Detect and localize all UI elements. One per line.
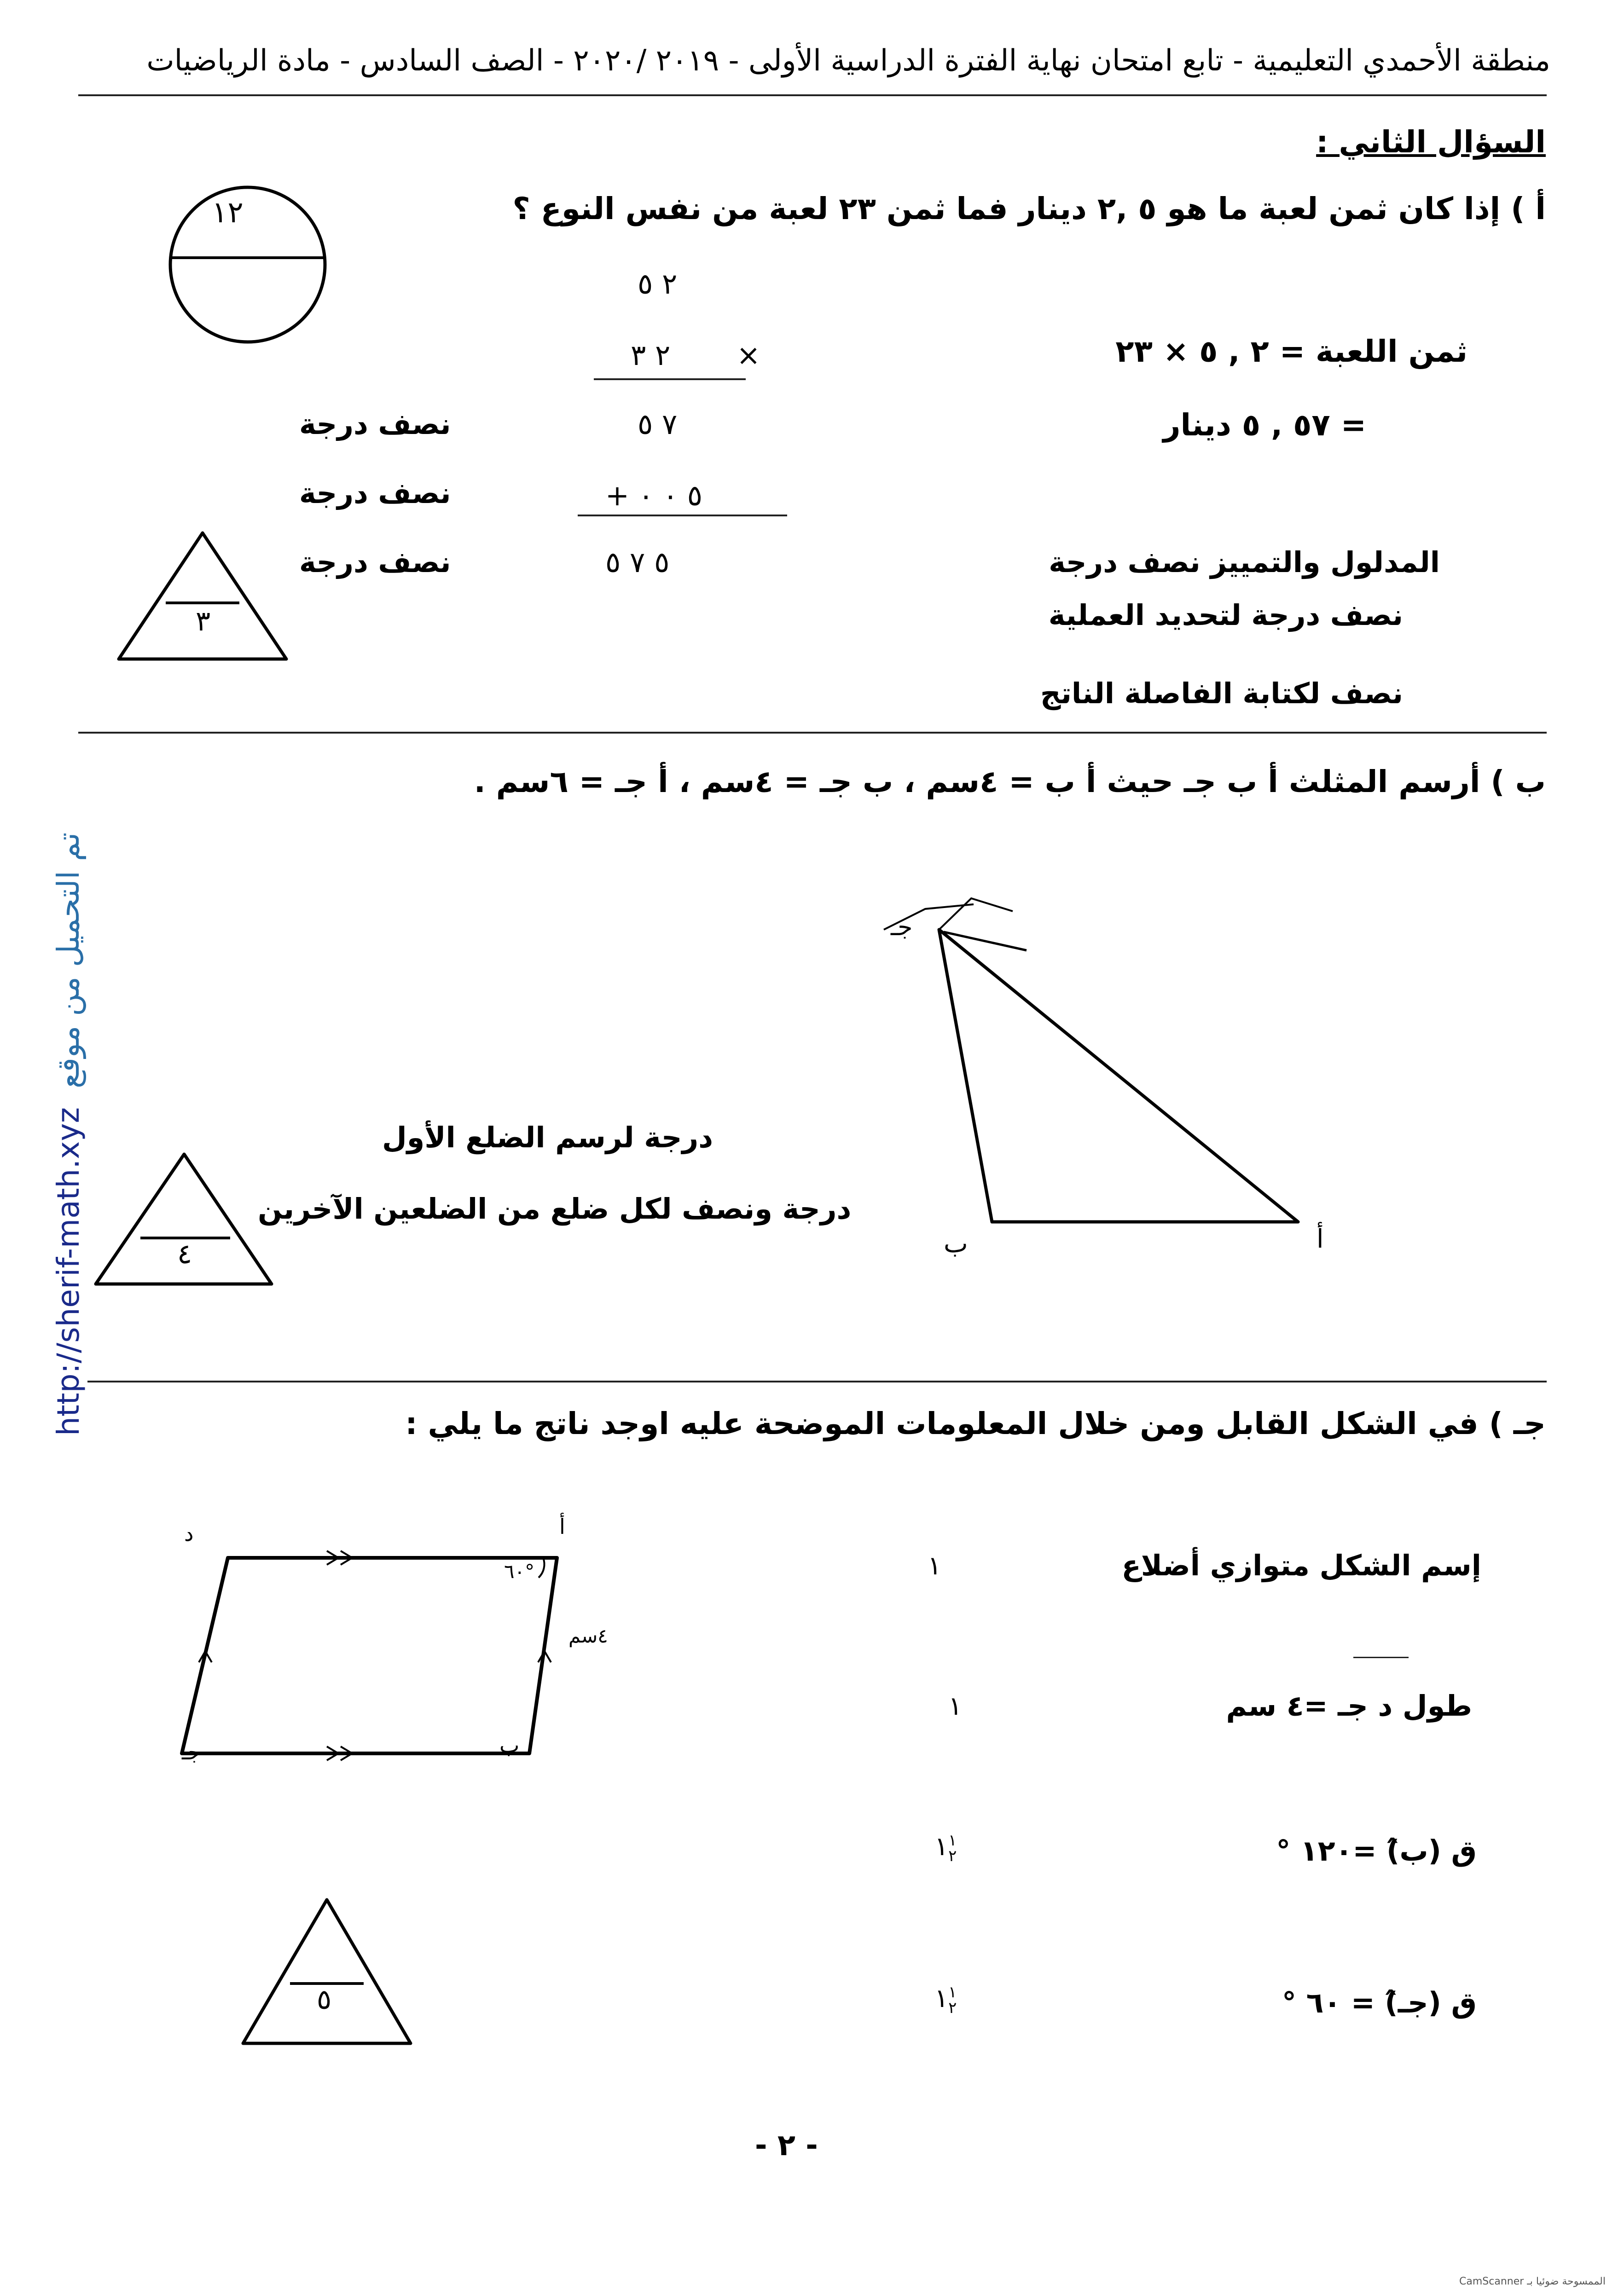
item-1-underline	[1353, 1657, 1409, 1658]
mult-line-1	[594, 378, 746, 380]
angle-label: ٦٠°	[504, 1560, 535, 1583]
mult-line-2	[578, 515, 787, 516]
grade-triangle-a	[115, 529, 290, 663]
item-1-text: إسم الشكل متوازي أضلاع	[1121, 1549, 1481, 1582]
label-para-j: جـ	[182, 1740, 201, 1764]
side-watermark-text: تم التحميل من موقع	[51, 832, 86, 1088]
header-divider	[78, 94, 1547, 96]
grade-circle-value: ١٢	[212, 196, 244, 230]
grade-triangle-c	[239, 1896, 414, 2048]
side-label: ٤سم	[568, 1625, 608, 1647]
part-a-question: أ ) إذا كان ثمن لعبة ما هو ٥ ,٢ دينار فما ثمن ٢٣ لعبة من نفس النوع ؟	[512, 191, 1546, 226]
item-4-grade	[934, 1984, 957, 2016]
note-3: نصف لكتابة الفاصلة الناتج	[1040, 677, 1403, 710]
half-grade-1: نصف درجة	[299, 407, 451, 441]
divider-2	[87, 1381, 1547, 1382]
item-4-grade-fraction	[948, 1984, 957, 2016]
label-para-a: أ	[559, 1514, 565, 1539]
item-4-grade-whole: ١	[934, 1984, 949, 2013]
label-j: جـ	[891, 914, 913, 941]
label-d: د	[184, 1521, 194, 1546]
item-2-grade: ١	[948, 1691, 963, 1721]
label-a: أ	[1317, 1224, 1324, 1254]
part-c-question: جـ ) في الشكل القابل ومن خلال المعلومات الموضحة عليه اوجد ناتج ما يلي :	[405, 1406, 1546, 1441]
item-2-text: طول د جـ =٤ سم	[1226, 1689, 1472, 1723]
grade-note-2: درجة ونصف لكل ضلع من الضلعين الآخرين	[258, 1192, 852, 1226]
side-watermark-url: http://sherif-math.xyz	[51, 1107, 86, 1436]
grade-triangle-c-value: ٥	[317, 1984, 332, 2016]
note-2: نصف درجة لتحديد العملية	[1048, 598, 1403, 632]
part-b-question: ب ) أرسم المثلث أ ب جـ حيث أ ب = ٤سم ، ب جـ = ٤سم ، أ جـ = ٦سم .	[474, 764, 1546, 799]
item-4-grade-den: ٢	[948, 1998, 957, 2017]
price-line-1: ثمن اللعبة = ٢ , ٥ × ٢٣	[1115, 334, 1467, 369]
mult-sign: ×	[737, 338, 760, 372]
price-line-2: = ٥٧ , ٥ دينار	[1163, 407, 1366, 443]
label-b: ب	[944, 1229, 968, 1259]
item-3-text: ق (ب̂) =١٢٠ °	[1276, 1834, 1477, 1868]
note-1: المدلول والتمييز نصف درجة	[1049, 545, 1440, 579]
mult-result: ٥ ٧ ٥	[605, 545, 670, 579]
divider-1	[78, 732, 1547, 734]
item-4-grade-num: ١	[948, 1983, 957, 2001]
mult-partial-2: + ٥ ٠ ٠	[605, 479, 703, 512]
half-grade-3: نصف درجة	[299, 545, 451, 579]
label-para-b: ب	[499, 1733, 520, 1758]
question-heading: السؤال الثاني :	[1316, 124, 1546, 160]
item-3-grade	[934, 1832, 957, 1864]
item-4-text: ق (جـ̂) = ٦٠ °	[1282, 1986, 1477, 2019]
grade-note-1: درجة لرسم الضلع الأول	[382, 1121, 713, 1154]
page-header: منطقة الأحمدي التعليمية - تابع امتحان نهاية الفترة الدراسية الأولى - ٢٠١٩ /٢٠٢٠ - الصف السادس - مادة الرياضيات	[146, 44, 1550, 78]
grade-triangle-b-value: ٤	[177, 1238, 192, 1270]
half-grade-2: نصف درجة	[299, 476, 451, 510]
mult-second: ٢ ٣	[631, 338, 671, 372]
item-3-grade-whole: ١	[934, 1832, 949, 1862]
item-3-grade-num: ١	[948, 1831, 957, 1850]
scanner-mark: CamScanner الممسوحة ضوئيا بـ	[1459, 2276, 1606, 2287]
item-1-grade: ١	[928, 1551, 942, 1581]
item-3-grade-den: ٢	[948, 1846, 957, 1865]
triangle-construction	[875, 897, 1317, 1266]
mult-partial-1: ٧ ٥	[638, 407, 678, 441]
page-number: - ٢ -	[755, 2128, 818, 2163]
mult-top: ٢ ٥	[638, 267, 678, 301]
grade-triangle-a-value: ٣	[196, 605, 211, 637]
side-watermark	[51, 833, 86, 1436]
grade-circle	[166, 193, 331, 341]
item-3-grade-fraction	[948, 1833, 957, 1864]
